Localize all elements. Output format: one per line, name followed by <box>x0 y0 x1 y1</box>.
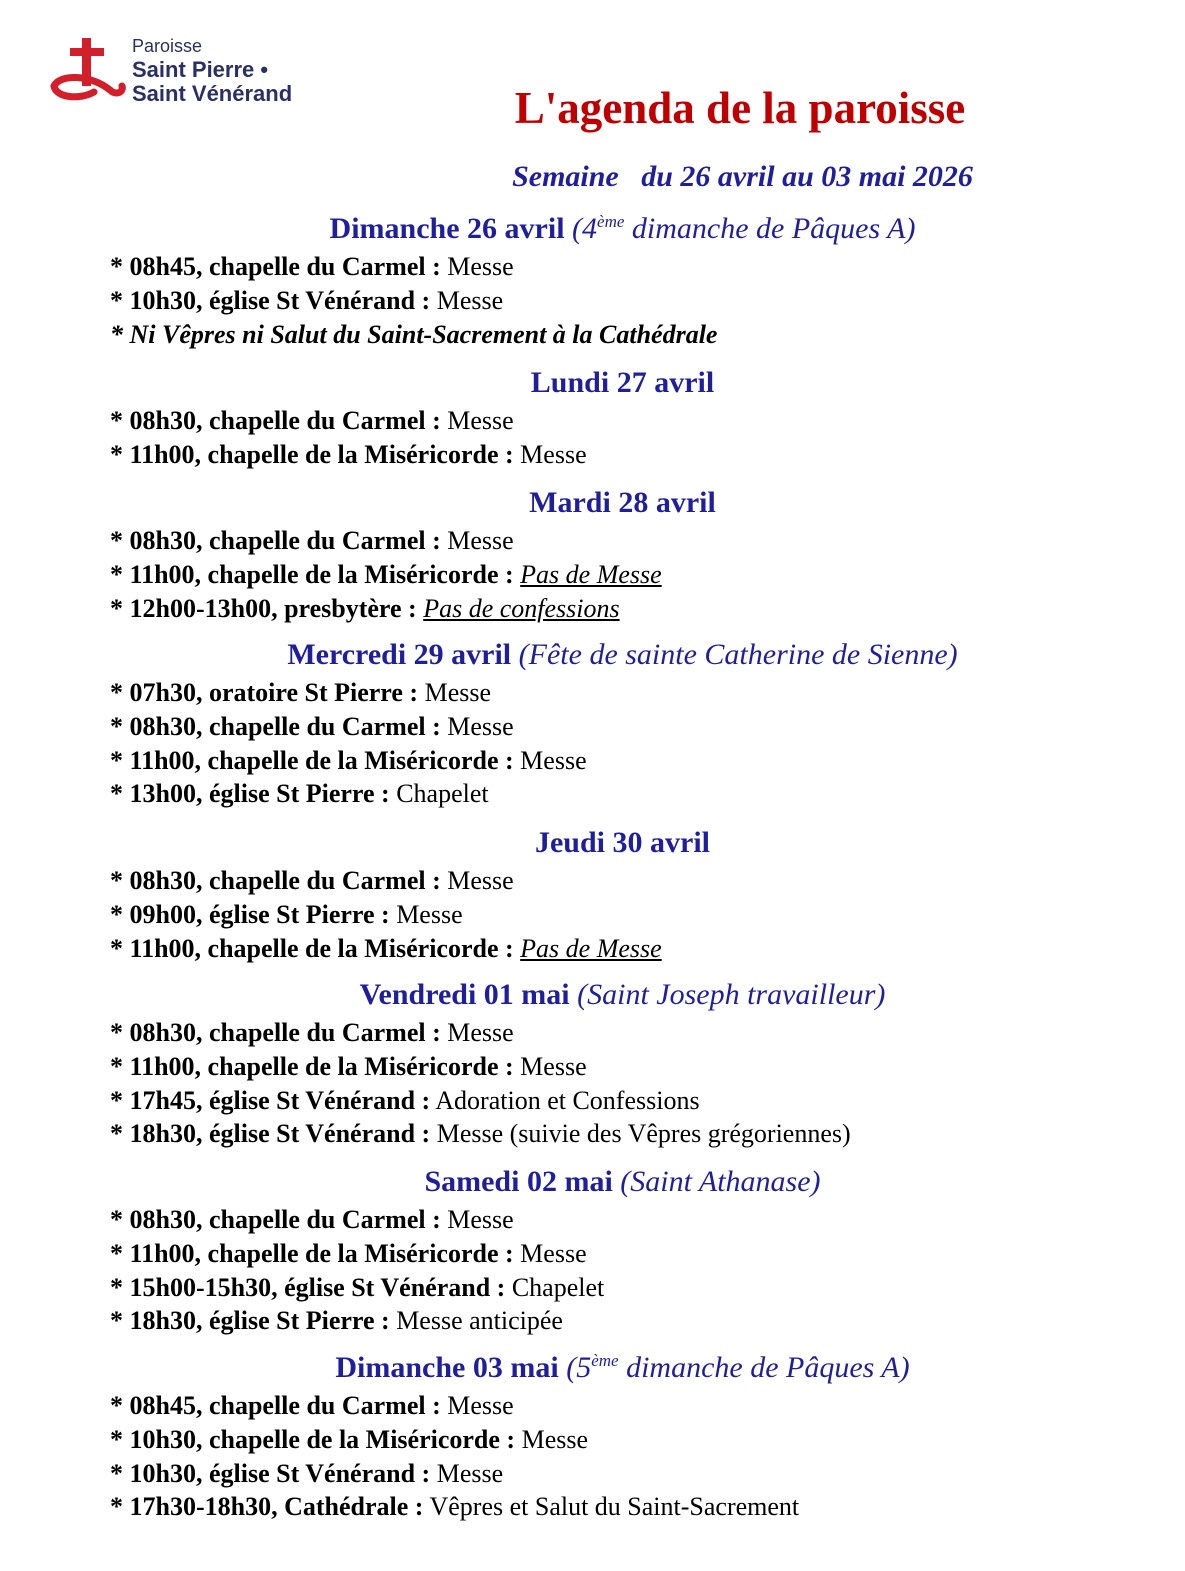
event-row <box>110 779 489 809</box>
event-time-place: * 09h00, église St Pierre : <box>110 899 390 929</box>
event-time-place: * 11h00, chapelle de la Miséricorde : <box>110 1051 514 1081</box>
event-time-place: * 11h00, chapelle de la Miséricorde : <box>110 933 514 963</box>
event-time-place: * 18h30, église St Vénérand : <box>110 1119 431 1149</box>
event-row <box>110 1273 604 1303</box>
event-row <box>110 1205 514 1235</box>
event-time-place: * 10h30, église St Vénérand : <box>110 1458 431 1488</box>
day-name: Dimanche 26 avril <box>329 212 565 245</box>
event-row <box>110 1306 563 1336</box>
event-row <box>110 712 514 742</box>
event-time-place: * 08h45, chapelle du Carmel : <box>110 252 441 281</box>
event-desc-cancelled: Pas de Messe <box>520 559 662 589</box>
event-time-place: * 13h00, église St Pierre : <box>110 779 390 809</box>
event-time-place: * 10h30, chapelle de la Miséricorde : <box>110 1424 516 1454</box>
logo-line2: Saint Pierre • <box>132 57 269 82</box>
event-row <box>110 286 503 316</box>
event-row <box>110 678 491 708</box>
event-time-place: * 12h00-13h00, presbytère : <box>110 593 417 623</box>
event-time-place: * 08h30, chapelle du Carmel : <box>110 526 441 555</box>
day-note-sup: ème <box>591 1351 619 1370</box>
event-time-place: * 15h00-15h30, église St Vénérand : <box>110 1272 506 1302</box>
day-note-pre: (5 <box>566 1351 592 1384</box>
event-desc: Messe <box>430 1458 504 1488</box>
event-row <box>110 560 662 590</box>
event-desc: Chapelet <box>505 1272 605 1302</box>
day-heading <box>0 366 1185 400</box>
event-time-place: * 08h30, chapelle du Carmel : <box>110 406 441 435</box>
event-row <box>110 900 463 930</box>
event-desc: Messe <box>440 252 514 281</box>
day-heading <box>0 1165 1185 1199</box>
day-name: Lundi 27 avril <box>530 366 715 399</box>
event-desc-cancelled: Pas de confessions <box>423 593 620 623</box>
page-title: L'agenda de la paroisse <box>514 83 966 133</box>
event-text: * Ni Vêpres ni Salut du Saint-Sacrement à la Cathédrale <box>110 319 718 349</box>
event-time-place: * 08h30, chapelle du Carmel : <box>110 1205 441 1234</box>
event-row <box>110 526 514 556</box>
event-time-place: * 11h00, chapelle de la Miséricorde : <box>110 559 514 589</box>
event-row <box>110 934 662 964</box>
day-note-sup: ème <box>597 212 625 231</box>
event-time-place: * 11h00, chapelle de la Miséricorde : <box>110 1238 514 1268</box>
event-row <box>110 1391 514 1421</box>
event-row <box>110 594 620 624</box>
event-desc: Messe <box>440 711 514 741</box>
logo-line1: Paroisse <box>132 36 203 56</box>
event-row <box>110 1086 700 1116</box>
event-row <box>110 1492 799 1522</box>
event-time-place: * 08h45, chapelle du Carmel : <box>110 1391 441 1420</box>
logo-line3: Saint Vénérand <box>132 81 293 106</box>
day-note: (Saint Athanase) <box>620 1165 821 1198</box>
event-desc: Messe <box>440 526 514 555</box>
day-heading <box>0 638 1185 672</box>
event-desc-cancelled: Pas de Messe <box>520 933 662 963</box>
event-row <box>110 746 587 776</box>
day-note <box>572 212 915 245</box>
event-time-place: * 08h30, chapelle du Carmel : <box>110 866 441 895</box>
event-desc: Adoration et Confessions <box>430 1085 700 1115</box>
event-desc: Messe <box>440 866 514 895</box>
event-desc: Messe anticipée <box>389 1306 563 1336</box>
day-name: Mardi 28 avril <box>529 486 716 519</box>
day-note-post: dimanche de Pâques A) <box>618 1351 910 1384</box>
event-desc: Messe <box>430 285 504 315</box>
day-heading <box>0 978 1185 1012</box>
event-row <box>110 1018 514 1048</box>
event-row <box>110 866 514 896</box>
event-desc: Messe <box>440 1205 514 1234</box>
event-desc: Messe <box>513 1051 587 1081</box>
event-desc: Messe <box>440 1018 514 1047</box>
event-desc: Messe <box>440 406 514 435</box>
event-time-place: * 17h30-18h30, Cathédrale : <box>110 1492 424 1522</box>
day-name: Jeudi 30 avril <box>534 826 710 859</box>
day-note-post: dimanche de Pâques A) <box>624 212 916 245</box>
event-time-place: * 10h30, église St Vénérand : <box>110 285 431 315</box>
event-desc: Messe <box>515 1424 589 1454</box>
event-time-place: * 07h30, oratoire St Pierre : <box>110 678 419 707</box>
event-row <box>110 1425 588 1455</box>
event-desc: Messe <box>389 899 463 929</box>
event-time-place: * 08h30, chapelle du Carmel : <box>110 1018 441 1047</box>
event-row <box>110 252 514 282</box>
day-note: (Fête de sainte Catherine de Sienne) <box>518 638 958 671</box>
event-row <box>110 1239 587 1269</box>
event-desc: Messe <box>513 1238 587 1268</box>
day-name: Samedi 02 mai <box>424 1165 613 1198</box>
day-name: Mercredi 29 avril <box>287 638 512 671</box>
day-heading <box>0 826 1185 860</box>
event-row <box>110 440 587 470</box>
day-note: (Saint Joseph travailleur) <box>577 978 886 1011</box>
event-desc: Messe (suivie des Vêpres grégoriennes) <box>430 1119 851 1149</box>
event-row <box>110 406 514 436</box>
event-desc: Messe <box>418 678 492 707</box>
event-row <box>110 1119 851 1149</box>
event-desc: Messe <box>513 439 587 469</box>
event-time-place: * 08h30, chapelle du Carmel : <box>110 711 441 741</box>
event-row <box>110 1459 503 1489</box>
day-heading <box>0 212 1185 246</box>
event-time-place: * 11h00, chapelle de la Miséricorde : <box>110 745 514 775</box>
day-heading <box>0 1351 1185 1385</box>
event-time-place: * 17h45, église St Vénérand : <box>110 1085 431 1115</box>
day-note <box>566 1351 909 1384</box>
event-time-place: * 11h00, chapelle de la Miséricorde : <box>110 439 514 469</box>
day-note-pre: (4 <box>572 212 598 245</box>
event-desc: Messe <box>513 745 587 775</box>
event-row <box>110 1052 587 1082</box>
week-range: Semaine du 26 avril au 03 mai 2026 <box>512 160 973 193</box>
day-name: Vendredi 01 mai <box>359 978 570 1011</box>
day-name: Dimanche 03 mai <box>335 1351 559 1384</box>
event-desc: Vêpres et Salut du Saint-Sacrement <box>423 1492 800 1522</box>
event-time-place: * 18h30, église St Pierre : <box>110 1306 390 1336</box>
event-desc: Messe <box>440 1391 514 1420</box>
event-row <box>110 320 717 350</box>
event-desc: Chapelet <box>389 779 489 809</box>
day-heading <box>0 486 1185 520</box>
